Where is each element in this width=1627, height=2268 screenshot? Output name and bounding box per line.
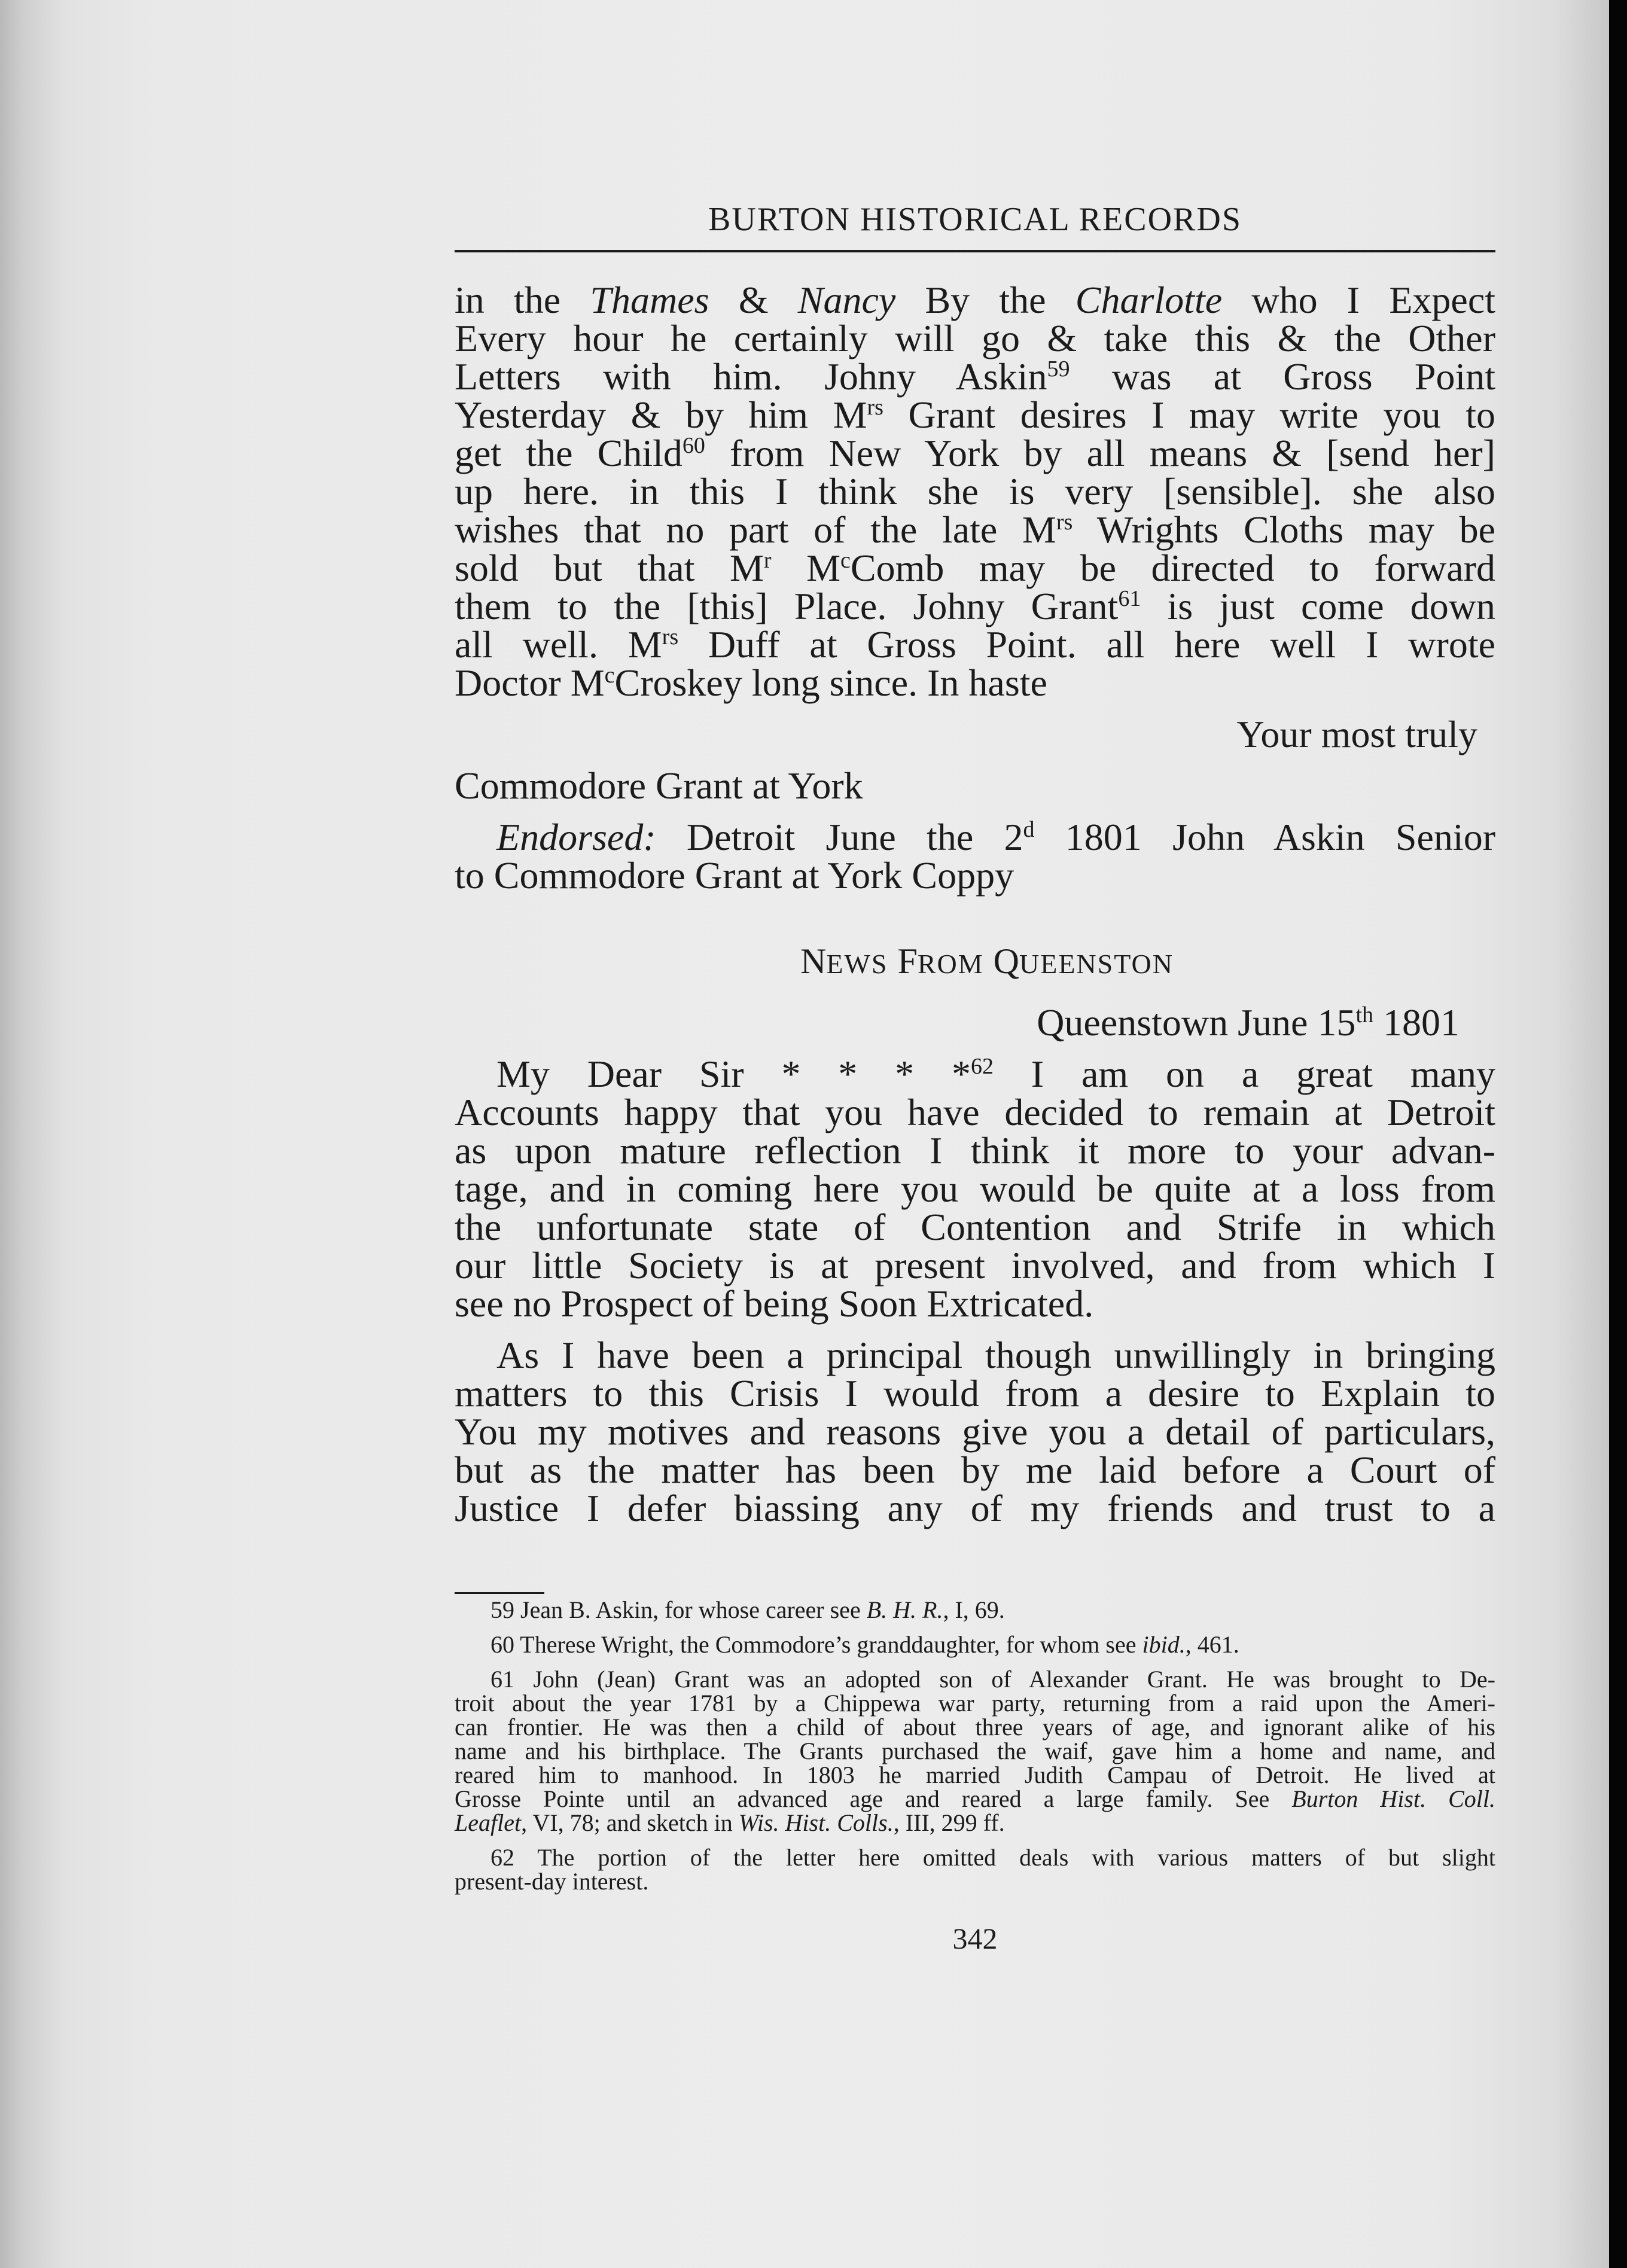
footnote-ref: 61: [1118, 586, 1141, 611]
text-line: Yesterday & by him $M^{rs}$ Grant desires I may write you to: [455, 394, 1496, 436]
text-line: all well. $M^{rs}$ Duff at Gross Point. all here well I wrote: [455, 623, 1496, 666]
endorsement-line-2: to Commodore Grant at York Coppy: [455, 854, 1014, 897]
text-line: Letters with him. Johny Askin$^{59}$ was at Gross Point: [455, 355, 1495, 398]
text-line: Justice I defer biassing any of my friends and trust to a: [455, 1487, 1495, 1529]
text-line: our little Society is at present involved, and from which I: [455, 1244, 1495, 1287]
letter-addressee: Commodore Grant at York: [455, 764, 863, 807]
endorsement: Endorsed: Detroit June the 2$^d$ 1801 John Askin Senior: [496, 816, 1495, 858]
footnote-61-line: troit about the year 1781 by a Chippewa war party, returning from a raid upon the Ameri-: [455, 1690, 1495, 1717]
footnote-ref: 60: [682, 433, 705, 458]
text-line: You my motives and reasons give you a detail of particulars,: [455, 1410, 1495, 1453]
text-line: As I have been a principal though unwillingly in bringing: [496, 1334, 1495, 1376]
text-line: matters to this Crisis I would from a desire to Explain to: [455, 1372, 1495, 1415]
footnote-59: 59 Jean B. Askin, for whose career see B. H. R., I, 69.: [490, 1596, 1005, 1623]
text-line: Doctor $M^cCroskey$ long since. In haste: [455, 662, 1047, 704]
main-text: [455, 281, 1495, 1528]
footnotes: [455, 1598, 1495, 1894]
text-line: My Dear Sir * * * *$^{62}$ I am on a great many: [496, 1053, 1496, 1095]
text-line: them to the [this] Place. Johny Grant$^{61}$ is just come down: [455, 585, 1496, 627]
text-line: sold but that $M^r$ $M^cComb$ may be directed to forward: [455, 547, 1496, 589]
text-line: but as the matter has been by me laid before a Court of: [455, 1449, 1495, 1491]
footnote-ref: 62: [970, 1054, 994, 1079]
footnote-62-line: present-day interest.: [455, 1868, 649, 1895]
footnote-rule: [455, 1592, 544, 1594]
text-line: up here. in this I think she is very [sensible]. she also: [455, 470, 1495, 513]
text-line: Every hour he certainly will go & take this & the Other: [455, 317, 1495, 359]
footnote-61-line: Grosse Pointe until an advanced age and reared a large family. See Burton Hist. Coll.: [455, 1785, 1496, 1812]
text-line: tage, and in coming here you would be quite at a loss from: [455, 1167, 1495, 1210]
text-line: get the Child$^{60}$ from New York by all means & [send her]: [455, 432, 1496, 474]
dateline: Queenstown June 15th 1801: [1037, 1001, 1460, 1044]
running-head-rule: [455, 250, 1495, 252]
text-line: Accounts happy that you have decided to remain at Detroit: [455, 1091, 1495, 1133]
text-line: the unfortunate state of Contention and Strife in which: [455, 1206, 1495, 1248]
footnote-61-line: name and his birthplace. The Grants purchased the waif, gave him a home and name, and: [455, 1737, 1495, 1764]
text-line: as upon mature reflection I think it more to your advan-: [455, 1129, 1495, 1172]
text-line: wishes that no part of the late $M^{rs}$ Wrights Cloths may be: [455, 508, 1496, 551]
footnote-61-line: can frontier. He was then a child of about three years of age, and ignorant alike of his: [455, 1714, 1495, 1740]
footnote-60: 60 Therese Wright, the Commodore’s granddaughter, for whom see ibid., 461.: [490, 1631, 1239, 1658]
footnote-61-line: reared him to manhood. In 1803 he married Judith Campau of Detroit. He lived at: [455, 1761, 1495, 1788]
footnote-ref: 59: [1047, 356, 1070, 382]
text-line: in the Thames & Nancy By the Charlotte who I Expect: [455, 279, 1495, 321]
running-head: BURTON HISTORICAL RECORDS: [708, 201, 1242, 238]
footnote-62: 62 The portion of the letter here omitted deals with various matters of but slight: [490, 1844, 1495, 1871]
text-line: see no Prospect of being Soon Extricated.: [455, 1282, 1094, 1325]
letter-closing: Your most truly: [1236, 713, 1477, 755]
scan-edge: [1609, 0, 1627, 2268]
footnote-61: 61 John (Jean) Grant was an adopted son of Alexander Grant. He was brought to De-: [490, 1666, 1495, 1693]
section-title: NEWS FROM QUEENSTON: [800, 941, 1174, 981]
page-number: 342: [952, 1922, 998, 1955]
footnote-61-line: Leaflet, VI, 78; and sketch in Wis. Hist. Colls., III, 299 ff.: [455, 1809, 1005, 1836]
